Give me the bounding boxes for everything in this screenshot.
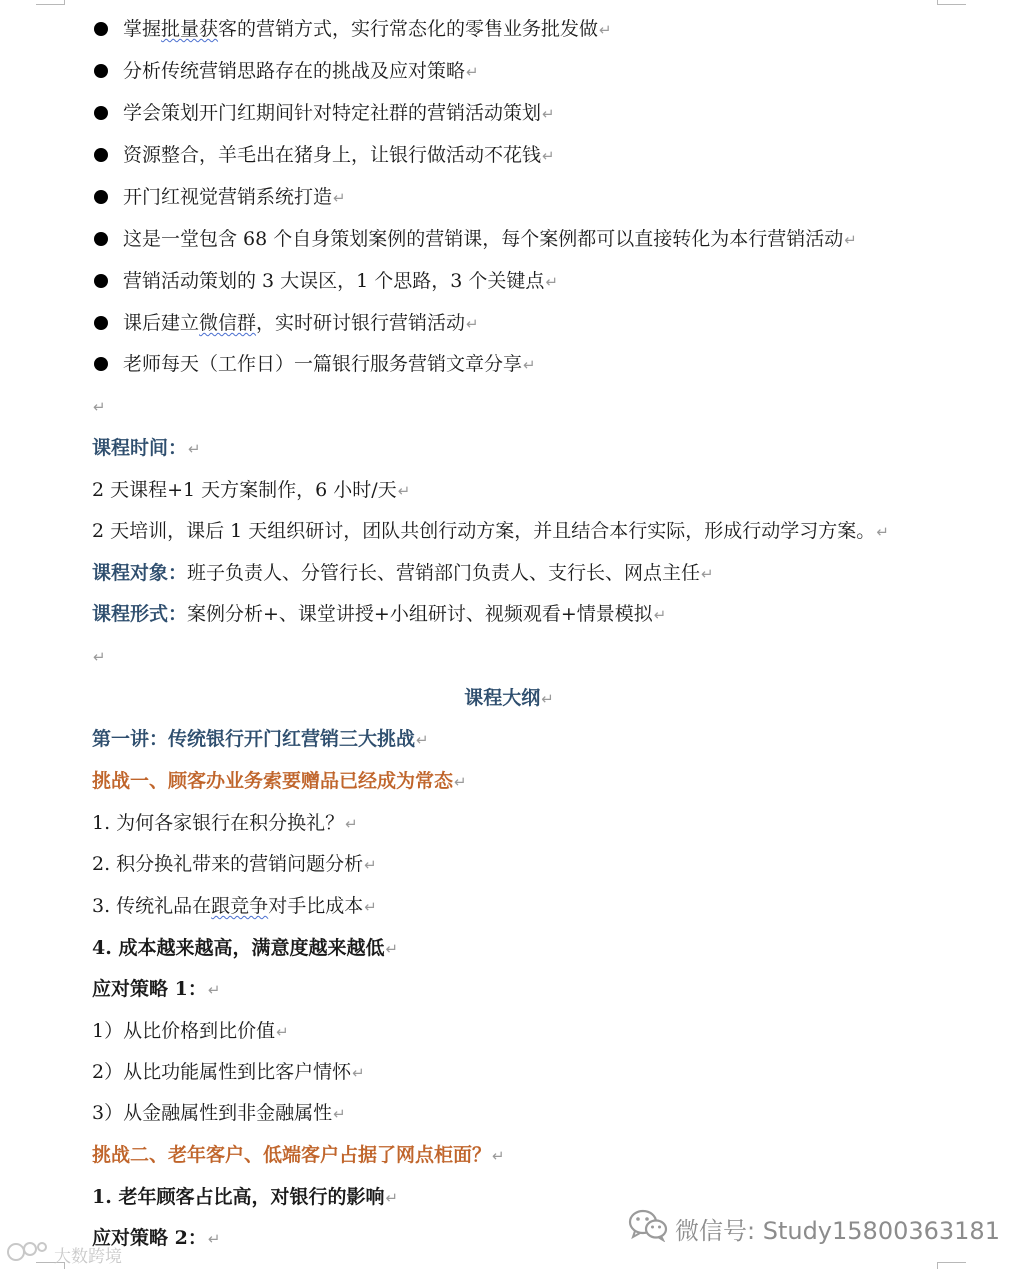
strategy-item: 1）从比价格到比价值↵ (92, 1020, 289, 1042)
bullet-dot (94, 106, 108, 120)
logo-icon (6, 1240, 50, 1269)
strategy-1-label: 应对策略 1：↵ (92, 978, 221, 1000)
strategy-item: 3）从金融属性到非金融属性↵ (92, 1102, 346, 1124)
challenge-1-item: 2. 积分换礼带来的营销问题分析↵ (92, 853, 377, 875)
strategy-2-label: 应对策略 2：↵ (92, 1227, 221, 1249)
bullet-dot (94, 190, 108, 204)
outline-title: 课程大纲↵ (464, 687, 554, 709)
page-corner-mark (937, 1262, 966, 1269)
course-time-line2: 2 天培训，课后 1 天组织研讨，团队共创行动方案，并且结合本行实际，形成行动学习方案。↵ (92, 520, 889, 542)
course-time-label: 课程时间：↵ (92, 437, 201, 459)
course-format: 课程形式：案例分析+、课堂讲授+小组研讨、视频观看+情景模拟↵ (92, 603, 667, 625)
bullet-item: 资源整合，羊毛出在猪身上，让银行做活动不花钱↵ (123, 144, 555, 166)
bullet-dot (94, 64, 108, 78)
bullet-dot (94, 22, 108, 36)
page-corner-mark (36, 0, 65, 5)
bullet-dot (94, 357, 108, 371)
challenge-1-item: 3. 传统礼品在跟竞争对手比成本↵ (92, 895, 377, 917)
bullet-item: 学会策划开门红期间针对特定社群的营销活动策划↵ (123, 102, 555, 124)
bullet-item: 课后建立微信群，实时研讨银行营销活动↵ (123, 312, 479, 334)
bullet-dot (94, 232, 108, 246)
brand-watermark: 大数跨境 (6, 1240, 122, 1269)
challenge-2-item-bold: 1. 老年顾客占比高，对银行的影响↵ (92, 1186, 399, 1208)
lecture-1-title: 第一讲：传统银行开门红营销三大挑战↵ (92, 728, 429, 750)
course-time-line1: 2 天课程+1 天方案制作，6 小时/天↵ (92, 479, 411, 501)
bullet-dot (94, 316, 108, 330)
bullet-dot (94, 148, 108, 162)
bullet-item: 老师每天（工作日）一篇银行服务营销文章分享↵ (123, 353, 536, 375)
challenge-1-item-bold: 4. 成本越来越高，满意度越来越低↵ (92, 937, 399, 959)
challenge-1-title: 挑战一、顾客办业务索要赠品已经成为常态↵ (92, 770, 467, 792)
empty-paragraph: ↵ (93, 648, 106, 666)
bullet-item: 开门红视觉营销系统打造↵ (123, 186, 346, 208)
bullet-dot (94, 274, 108, 288)
course-audience: 课程对象：班子负责人、分管行长、营销部门负责人、支行长、网点主任↵ (92, 562, 714, 584)
challenge-2-title: 挑战二、老年客户、低端客户占据了网点柜面？↵ (92, 1144, 505, 1166)
bullet-item: 这是一堂包含 68 个自身策划案例的营销课，每个案例都可以直接转化为本行营销活动↵ (123, 228, 857, 250)
challenge-1-item: 1. 为何各家银行在积分换礼？↵ (92, 812, 358, 834)
bullet-item: 分析传统营销思路存在的挑战及应对策略↵ (123, 60, 479, 82)
wechat-watermark: 微信号: Study15800363181 (627, 1208, 1000, 1248)
empty-paragraph: ↵ (93, 398, 106, 416)
bullet-item: 营销活动策划的 3 大误区，1 个思路，3 个关键点↵ (123, 270, 559, 292)
strategy-item: 2）从比功能属性到比客户情怀↵ (92, 1061, 365, 1083)
page-corner-mark (937, 0, 966, 5)
bullet-item: 掌握批量获客的营销方式，实行常态化的零售业务批发做↵ (123, 18, 612, 40)
wechat-icon (627, 1208, 669, 1248)
